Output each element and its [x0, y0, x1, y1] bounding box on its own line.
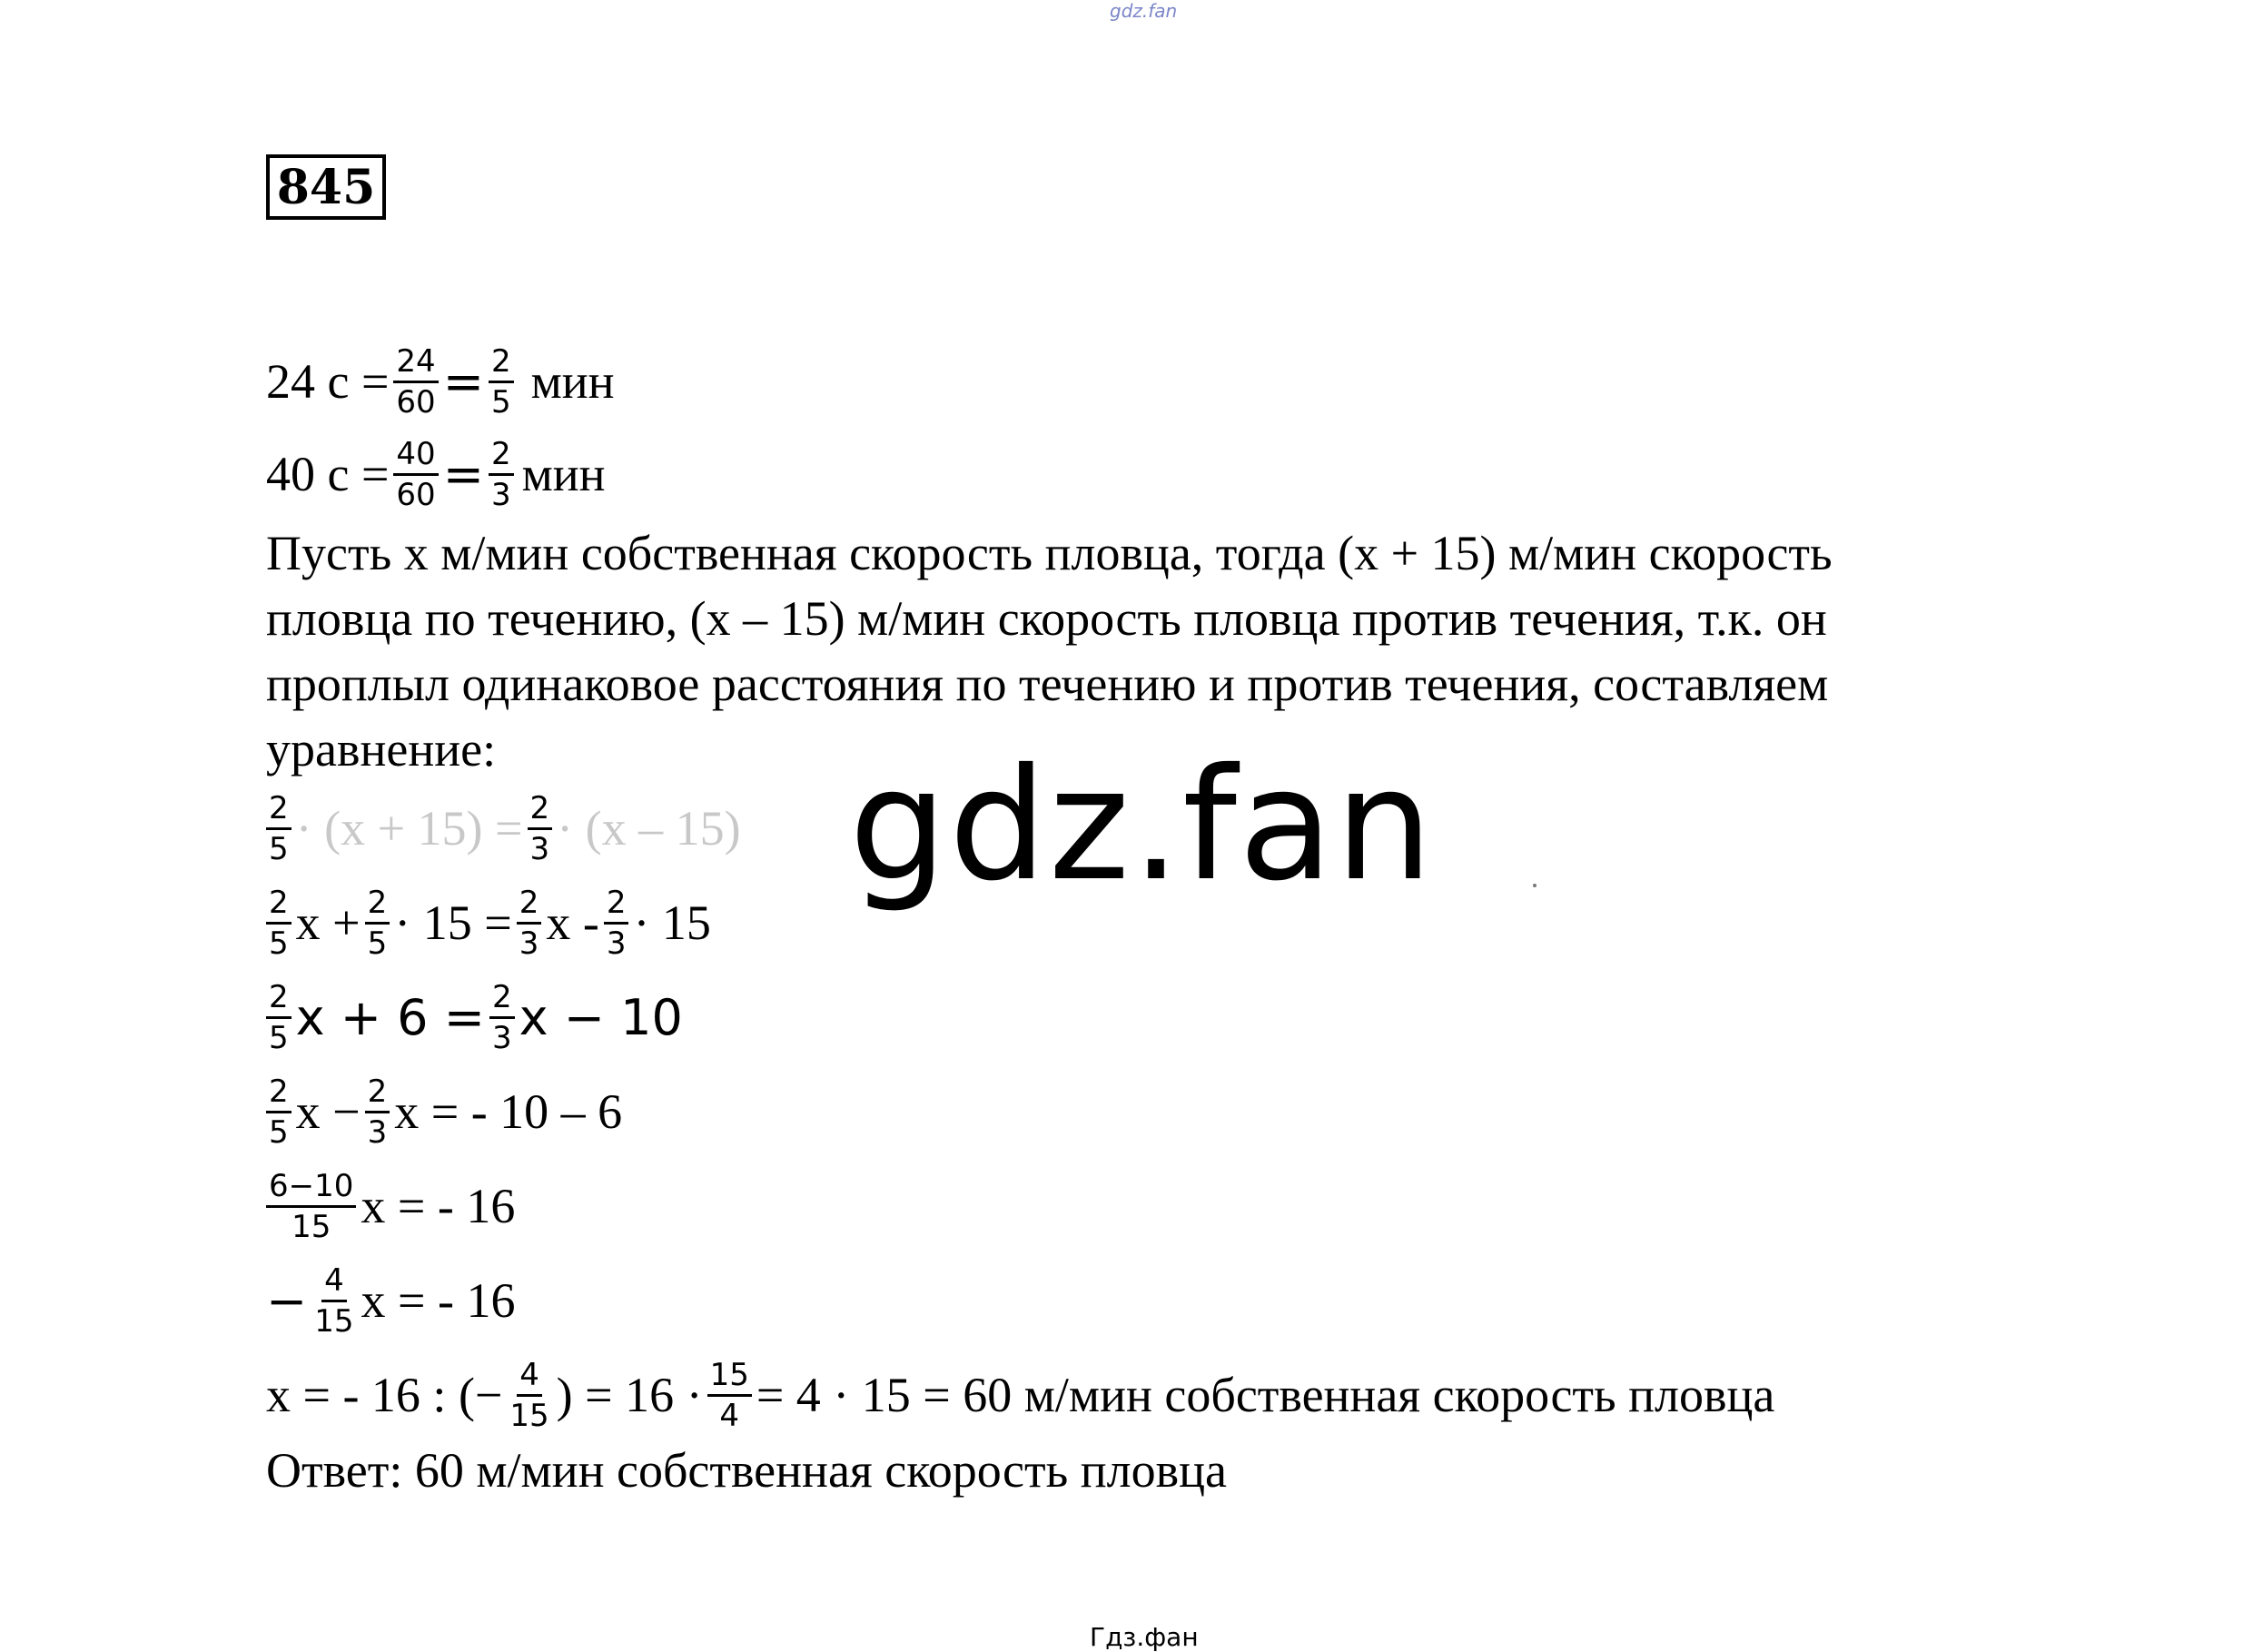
fraction: $\frac{2}{5}$ — [266, 1076, 292, 1148]
conversion-lhs: 24 с = — [266, 354, 390, 409]
equation-text: x = - 16 — [361, 1273, 516, 1328]
minus-sign: − — [266, 1271, 308, 1330]
unit-label: мин — [521, 447, 606, 501]
fraction: $\frac{2}{3}$ — [604, 887, 629, 959]
fraction: $\frac{6-10}{15}$ — [266, 1171, 356, 1242]
fraction: $\frac{2}{3}$ — [489, 439, 514, 510]
fraction: $\frac{2}{5}$ — [365, 887, 390, 959]
fraction: $\frac{2}{3}$ — [489, 982, 515, 1054]
equation-text: x + 6 = — [295, 988, 485, 1046]
fraction: $\frac{2}{5}$ — [266, 982, 292, 1054]
fraction: $\frac{2}{5}$ — [489, 346, 514, 418]
equation-text: · (x – 15) — [557, 801, 741, 856]
answer-line: Ответ: 60 м/мин собственная скорость пловца — [266, 1443, 1227, 1498]
equation-7 — [266, 1350, 1774, 1440]
fraction: $\frac{4}{15}$ — [314, 1261, 354, 1340]
equation-text: · 15 — [633, 895, 711, 950]
fraction: $\frac{24}{60}$ — [393, 346, 438, 418]
fraction: $\frac{2}{3}$ — [528, 793, 553, 865]
top-watermark: gdz.fan — [1110, 0, 1178, 22]
paragraph-line-3: проплыл одинаковое расстояния по течению и против течения, составляем — [266, 657, 1829, 711]
stray-dot — [1533, 884, 1537, 887]
equation-5 — [266, 1161, 515, 1251]
fraction: $\frac{2}{3}$ — [365, 1076, 390, 1148]
equation-text: x = - 10 – 6 — [394, 1084, 623, 1139]
equation-text: x = - 16 : (− — [266, 1368, 503, 1422]
conversion-line-2 — [266, 429, 606, 519]
fraction: $\frac{2}{3}$ — [517, 887, 542, 959]
equation-text: x - — [546, 895, 599, 950]
equals-sign: = — [442, 352, 484, 411]
equation-text: x + — [295, 895, 361, 950]
equals-sign: = — [442, 445, 484, 503]
fraction: $\frac{2}{5}$ — [266, 887, 292, 959]
gdz-watermark: gdz.fan — [849, 736, 1435, 915]
equation-1 — [266, 783, 741, 874]
equation-4 — [266, 1066, 622, 1157]
equation-6 — [266, 1255, 515, 1346]
problem-number: 845 — [266, 154, 386, 220]
equation-text: x = - 16 — [361, 1179, 516, 1233]
equation-text: · (x + 15) = — [295, 801, 523, 856]
conversion-line-1 — [266, 336, 615, 427]
paragraph-line-2: пловца по течению, (x – 15) м/мин скорость пловца против течения, т.к. он — [266, 591, 1827, 646]
fraction: $\frac{40}{60}$ — [393, 439, 438, 510]
unit-label: мин — [530, 354, 615, 409]
equation-2 — [266, 877, 711, 968]
footer-label: Гдз.фан — [1090, 1622, 1199, 1652]
fraction: $\frac{15}{4}$ — [707, 1360, 752, 1431]
equation-text: x − — [295, 1084, 361, 1139]
conversion-lhs: 40 с = — [266, 447, 390, 501]
equation-3 — [266, 972, 683, 1063]
equation-text: · 15 = — [394, 895, 512, 950]
paragraph-line-1: Пусть x м/мин собственная скорость пловца, тогда (x + 15) м/мин скорость — [266, 526, 1833, 580]
equation-text: x − 10 — [519, 988, 683, 1046]
equation-text: ) = 16 · — [556, 1368, 703, 1422]
equation-text: = 4 · 15 = 60 м/мин собственная скорость пловца — [756, 1368, 1775, 1422]
paragraph-line-4: уравнение: — [266, 722, 497, 777]
fraction: $\frac{4}{15}$ — [509, 1356, 549, 1434]
fraction: $\frac{2}{5}$ — [266, 793, 292, 865]
